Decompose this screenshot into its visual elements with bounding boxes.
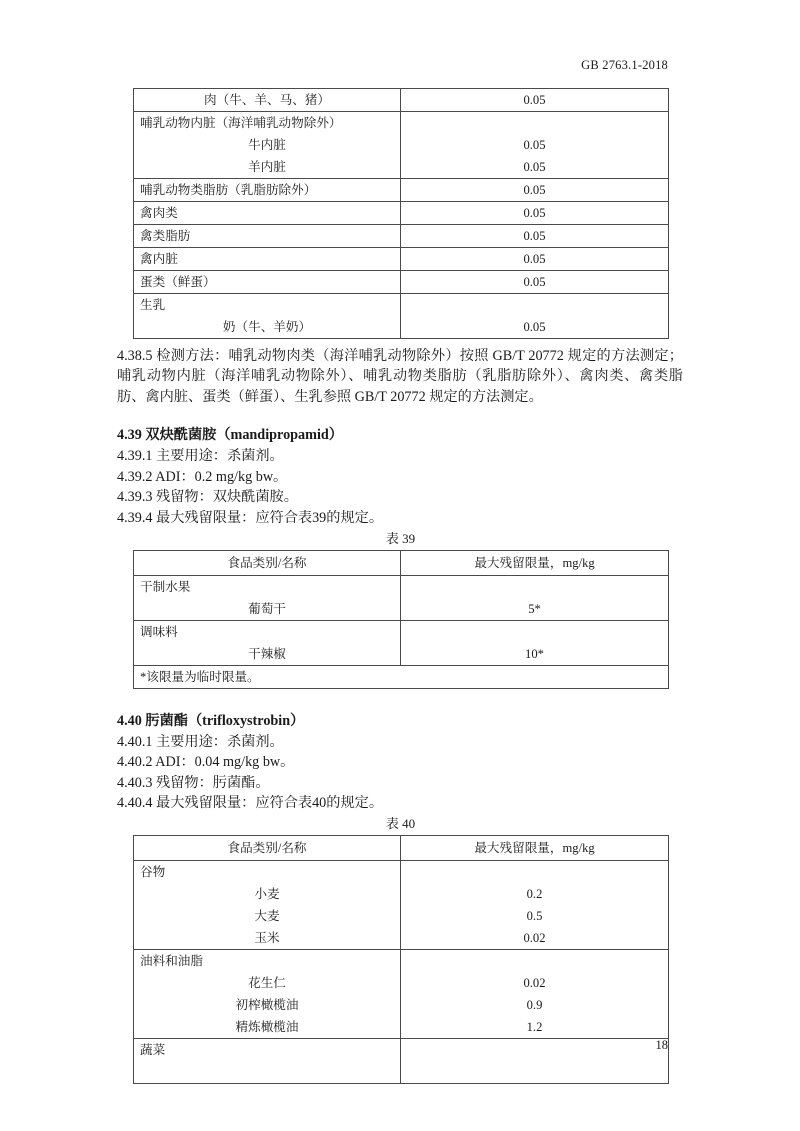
table-row xyxy=(134,248,669,271)
table-39 xyxy=(133,550,669,689)
header-label: 食品类别/名称 xyxy=(227,555,307,570)
food-item-label: 哺乳动物类脂肪（乳脂肪除外） xyxy=(140,183,317,197)
limit-value: 0.02 xyxy=(523,975,546,990)
limit-value-blank xyxy=(401,294,668,316)
section-4-39-residue: 4.39.3 残留物：双炔酰菌胺。 xyxy=(117,489,298,506)
header-label: 最大残留限量，mg/kg xyxy=(474,840,595,855)
limit-value: 0.05 xyxy=(523,320,546,334)
limit-value: 10* xyxy=(525,646,544,661)
footnote-text: *该限量为临时限量。 xyxy=(140,669,260,684)
limit-value-cell xyxy=(401,248,669,271)
limit-value: 0.05 xyxy=(523,229,546,243)
food-item-label: 玉米 xyxy=(254,930,280,945)
section-4-40-adi: 4.40.2 ADI：0.04 mg/kg bw。 xyxy=(117,754,295,771)
food-item-label: 羊内脏 xyxy=(248,160,286,174)
limit-value-cell xyxy=(401,179,669,202)
food-category-cell xyxy=(134,225,401,248)
spacer xyxy=(117,407,683,425)
food-item-label: 蛋类（鲜蛋） xyxy=(140,275,216,289)
limit-value-cell xyxy=(401,620,669,665)
food-item-label: 禽类脂肪 xyxy=(140,229,191,243)
table-40-caption: 表 40 xyxy=(385,815,416,831)
limit-value-cell xyxy=(401,225,669,248)
section-4-40-use: 4.40.1 主要用途：杀菌剂。 xyxy=(117,733,284,750)
food-item-label: 牛内脏 xyxy=(248,138,286,152)
food-group-label: 生乳 xyxy=(140,298,166,312)
table-row xyxy=(134,575,669,620)
food-group-label: 谷物 xyxy=(140,864,166,879)
food-category-cell xyxy=(134,112,401,179)
limit-value-cell xyxy=(401,89,669,112)
limit-value: 1.2 xyxy=(526,1019,543,1034)
food-item-label: 花生仁 xyxy=(248,975,286,990)
food-category-cell xyxy=(134,89,401,112)
footnote-cell xyxy=(134,665,669,688)
food-group-label: 油料和油脂 xyxy=(140,953,203,968)
header-label: 最大残留限量，mg/kg xyxy=(474,555,595,570)
table-footnote-row xyxy=(134,665,669,688)
food-item-label: 葡萄干 xyxy=(248,601,286,616)
header-cell-food-category xyxy=(134,550,401,575)
limit-value-cell xyxy=(401,949,669,1038)
food-category-cell xyxy=(134,949,401,1038)
food-item-label: 肉（牛、羊、马、猪） xyxy=(204,93,330,107)
table-row xyxy=(134,620,669,665)
limit-value-cell xyxy=(401,294,669,339)
header-cell-max-residue-limit xyxy=(401,835,669,860)
table-row xyxy=(134,225,669,248)
spacer xyxy=(117,689,683,711)
table-header-row xyxy=(134,835,669,860)
food-category-cell xyxy=(134,248,401,271)
limit-value: 5* xyxy=(528,601,541,616)
limit-value: 0.5 xyxy=(526,908,543,923)
header-cell-max-residue-limit xyxy=(401,550,669,575)
food-category-cell xyxy=(134,202,401,225)
food-category-cell xyxy=(134,179,401,202)
food-item-label: 初榨橄榄油 xyxy=(235,997,299,1012)
limit-value: 0.02 xyxy=(523,930,546,945)
food-category-cell xyxy=(134,575,401,620)
limit-value: 0.05 xyxy=(523,206,546,220)
food-item-label: 禽肉类 xyxy=(140,206,178,220)
limit-value-cell xyxy=(401,575,669,620)
food-item-label: 大麦 xyxy=(254,908,280,923)
table-row xyxy=(134,860,669,949)
page-number: 18 xyxy=(655,1038,668,1052)
section-4-40-mrl: 4.40.4 最大残留限量：应符合表40的规定。 xyxy=(117,795,384,812)
table-39-caption: 表 39 xyxy=(385,530,416,546)
food-group-label: 调味料 xyxy=(140,624,178,639)
limit-value-cell xyxy=(401,271,669,294)
limit-value-blank xyxy=(401,576,668,598)
food-category-cell xyxy=(134,294,401,339)
table-row xyxy=(134,112,669,179)
food-item-label: 小麦 xyxy=(254,886,280,901)
food-item-label: 奶（牛、羊奶） xyxy=(222,320,312,334)
running-header: GB 2763.1-2018 xyxy=(581,58,668,72)
food-category-cell xyxy=(134,860,401,949)
limit-value-blank xyxy=(401,112,668,134)
table-row xyxy=(134,179,669,202)
food-item-label: 精炼橄榄油 xyxy=(235,1019,299,1034)
limit-value: 0.05 xyxy=(523,138,546,152)
food-category-cell xyxy=(134,620,401,665)
food-item-blank xyxy=(134,1061,400,1083)
limit-value: 0.05 xyxy=(523,275,546,289)
table-row xyxy=(134,294,669,339)
food-group-label: 干制水果 xyxy=(140,579,191,594)
section-4-39-mrl: 4.39.4 最大残留限量：应符合表39的规定。 xyxy=(117,510,384,526)
section-4-39-adi: 4.39.2 ADI：0.2 mg/kg bw。 xyxy=(117,468,288,485)
limit-value-blank xyxy=(401,1061,668,1083)
table-row xyxy=(134,949,669,1038)
limit-value: 0.05 xyxy=(523,160,546,174)
residue-table-continued xyxy=(133,88,669,339)
page-content xyxy=(117,88,683,1084)
limit-value: 0.9 xyxy=(526,997,543,1012)
limit-value: 0.05 xyxy=(523,252,546,266)
table-row xyxy=(134,89,669,112)
detection-method-paragraph: 4.38.5 检测方法：哺乳动物肉类（海洋哺乳动物除外）按照 GB/T 20772 规定的方法测定；哺乳动物内脏（海洋哺乳动物除外）、哺乳动物类脂肪（乳脂肪除外）、禽肉类、禽类脂肪、禽内脏、蛋类（鲜蛋）、生乳参照 GB/T 20772 规定的方法测定。 xyxy=(117,348,683,405)
spacer xyxy=(117,339,683,346)
table-header-row xyxy=(134,550,669,575)
table-row xyxy=(134,271,669,294)
food-category-cell xyxy=(134,271,401,294)
header-cell-food-category xyxy=(134,835,401,860)
table-row xyxy=(134,202,669,225)
limit-value: 0.2 xyxy=(526,886,543,901)
limit-value: 0.05 xyxy=(523,183,546,197)
food-group-label: 蔬菜 xyxy=(140,1042,166,1057)
limit-value-blank xyxy=(401,621,668,643)
limit-value-cell xyxy=(401,112,669,179)
section-heading-4-39: 4.39 双炔酰菌胺（mandipropamid） xyxy=(117,427,343,444)
food-item-label: 禽内脏 xyxy=(140,252,178,266)
limit-value-cell xyxy=(401,860,669,949)
food-group-label: 哺乳动物内脏（海洋哺乳动物除外） xyxy=(140,116,342,130)
limit-value-blank xyxy=(401,861,668,883)
limit-value: 0.05 xyxy=(523,93,546,107)
section-4-40-residue: 4.40.3 残留物：肟菌酯。 xyxy=(117,774,270,791)
food-item-label: 干辣椒 xyxy=(248,646,286,661)
header-label: 食品类别/名称 xyxy=(227,840,307,855)
limit-value-blank xyxy=(401,950,668,972)
limit-value-cell xyxy=(401,202,669,225)
section-heading-4-40: 4.40 肟菌酯（trifloxystrobin） xyxy=(117,712,305,729)
section-4-39-use: 4.39.1 主要用途：杀菌剂。 xyxy=(117,448,284,465)
